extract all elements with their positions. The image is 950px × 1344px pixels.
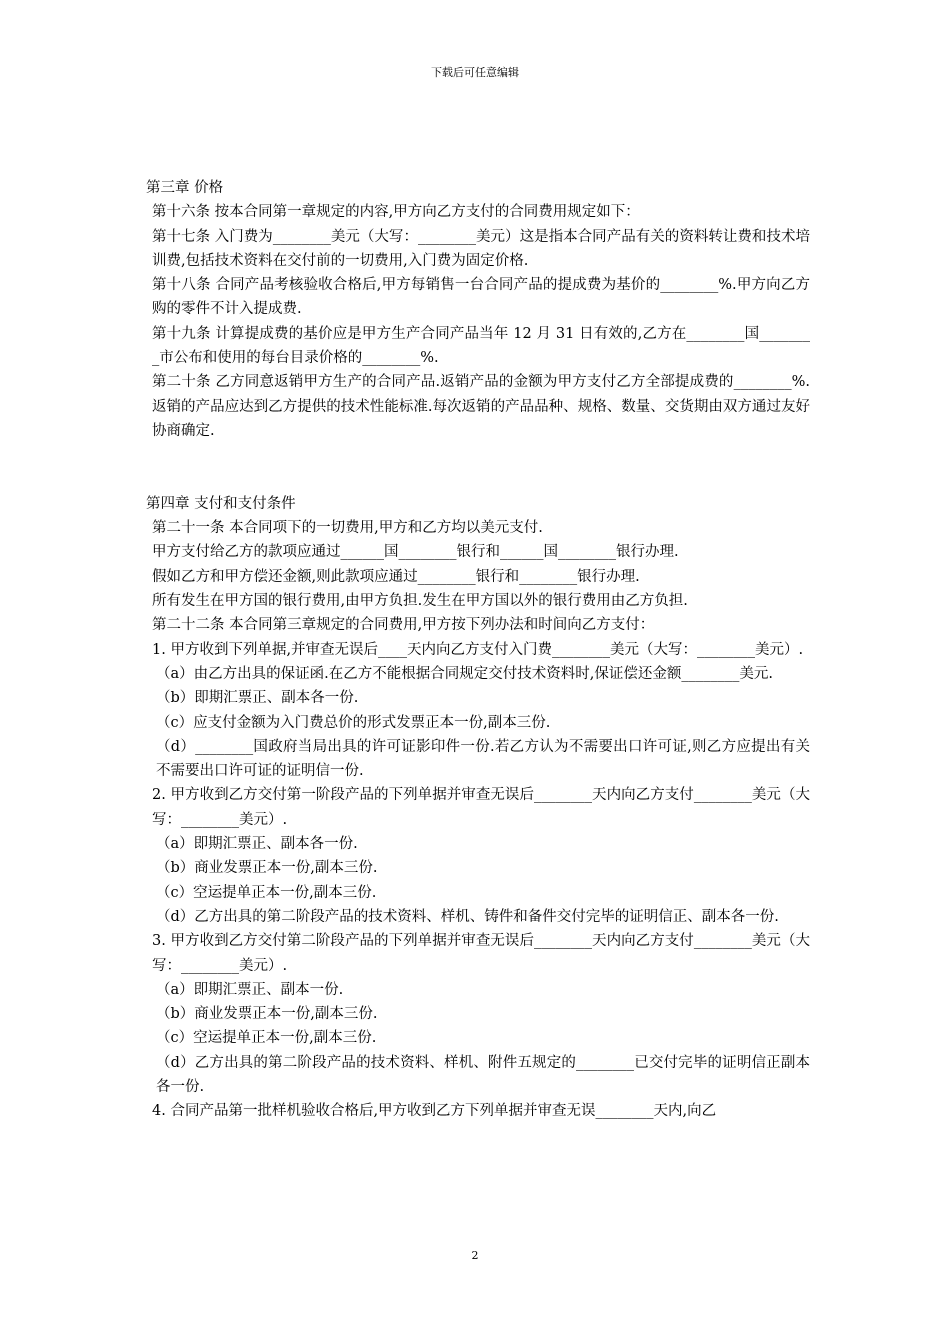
payment-item-2d: （d）乙方出具的第二阶段产品的技术资料、样机、铸件和备件交付完毕的证明信正、副本各一份.	[156, 908, 779, 925]
page-header: 下载后可任意编辑	[431, 66, 519, 79]
article-21: 第二十一条 本合同项下的一切费用,甲方和乙方均以美元支付.	[152, 520, 543, 537]
payment-item-1c: （c）应支付金额为入门费总价的形式发票正本一份,副本三份.	[156, 714, 551, 731]
payment-item-1d: （d）________国政府当局出具的许可证影印件一份.若乙方认为不需要出口许可证,则乙方应提出有关不需要出口许可证的证明信一份.	[156, 738, 810, 780]
payment-item-2c: （c）空运提单正本一份,副本三份.	[156, 884, 377, 901]
payment-item-3: 3. 甲方收到乙方交付第二阶段产品的下列单据并审查无误后________天内向乙方支付________美元（大写：________美元）.	[152, 933, 810, 974]
payment-item-1a: （a）由乙方出具的保证函.在乙方不能根据合同规定交付技术资料时,保证偿还金额________美元.	[156, 665, 773, 682]
bank-fee-clause: 所有发生在甲方国的银行费用,由甲方负担.发生在甲方国以外的银行费用由乙方负担.	[152, 593, 688, 610]
article-17: 第十七条 入门费为________美元（大写：________美元）这是指本合同产品有关的资料转让费和技术培训费,包括技术资料在交付前的一切费用,入门费为固定价格.	[152, 228, 810, 269]
document-body	[146, 176, 810, 1124]
chapter-4-title: 第四章 支付和支付条件	[146, 495, 296, 512]
payment-item-2b: （b）商业发票正本一份,副本三份.	[156, 860, 378, 877]
chapter-3-title: 第三章 价格	[146, 180, 224, 196]
article-22: 第二十二条 本合同第三章规定的合同费用,甲方按下列办法和时间向乙方支付：	[152, 617, 655, 634]
payment-item-2a: （a）即期汇票正、副本各一份.	[156, 836, 358, 853]
article-18: 第十八条 合同产品考核验收合格后,甲方每销售一台合同产品的提成费为基价的________%.甲方向乙方购的零件不计入提成费.	[152, 277, 810, 318]
payment-item-4: 4. 合同产品第一批样机验收合格后,甲方收到乙方下列单据并审查无误________天内,向乙	[152, 1103, 717, 1120]
payment-bank-clause: 甲方支付给乙方的款项应通过______国________银行和______国________银行办理.	[152, 544, 679, 561]
article-20: 第二十条 乙方同意返销甲方生产的合同产品.返销产品的金额为甲方支付乙方全部提成费的________%.返销的产品应达到乙方提供的技术性能标准.每次返销的产品品种、规格、数量、交货期由双方通过友好协商确定.	[152, 374, 810, 439]
payment-item-3d: （d）乙方出具的第二阶段产品的技术资料、样机、附件五规定的________已交付完毕的证明信正副本各一份.	[156, 1054, 810, 1095]
payment-item-2: 2. 甲方收到乙方交付第一阶段产品的下列单据并审查无误后________天内向乙方支付________美元（大写：________美元）.	[152, 787, 810, 828]
article-16: 第十六条 按本合同第一章规定的内容,甲方向乙方支付的合同费用规定如下：	[152, 204, 640, 221]
payment-item-1: 1. 甲方收到下列单据,并审查无误后____天内向乙方支付入门费________美元（大写：________美元）.	[152, 641, 804, 658]
repayment-bank-clause: 假如乙方和甲方偿还金额,则此款项应通过________银行和________银行办理.	[152, 568, 640, 585]
section-spacer	[146, 443, 810, 492]
article-19: 第十九条 计算提成费的基价应是甲方生产合同产品当年 12 月 31 日有效的,乙方在________国________市公布和使用的每台目录价格的________%.	[152, 325, 810, 367]
payment-item-3a: （a）即期汇票正、副本一份.	[156, 981, 344, 998]
page-number: 2	[471, 1249, 479, 1262]
payment-item-3c: （c）空运提单正本一份,副本三份.	[156, 1030, 377, 1047]
payment-item-3b: （b）商业发票正本一份,副本三份.	[156, 1006, 378, 1023]
payment-item-1b: （b）即期汇票正、副本各一份.	[156, 690, 359, 707]
